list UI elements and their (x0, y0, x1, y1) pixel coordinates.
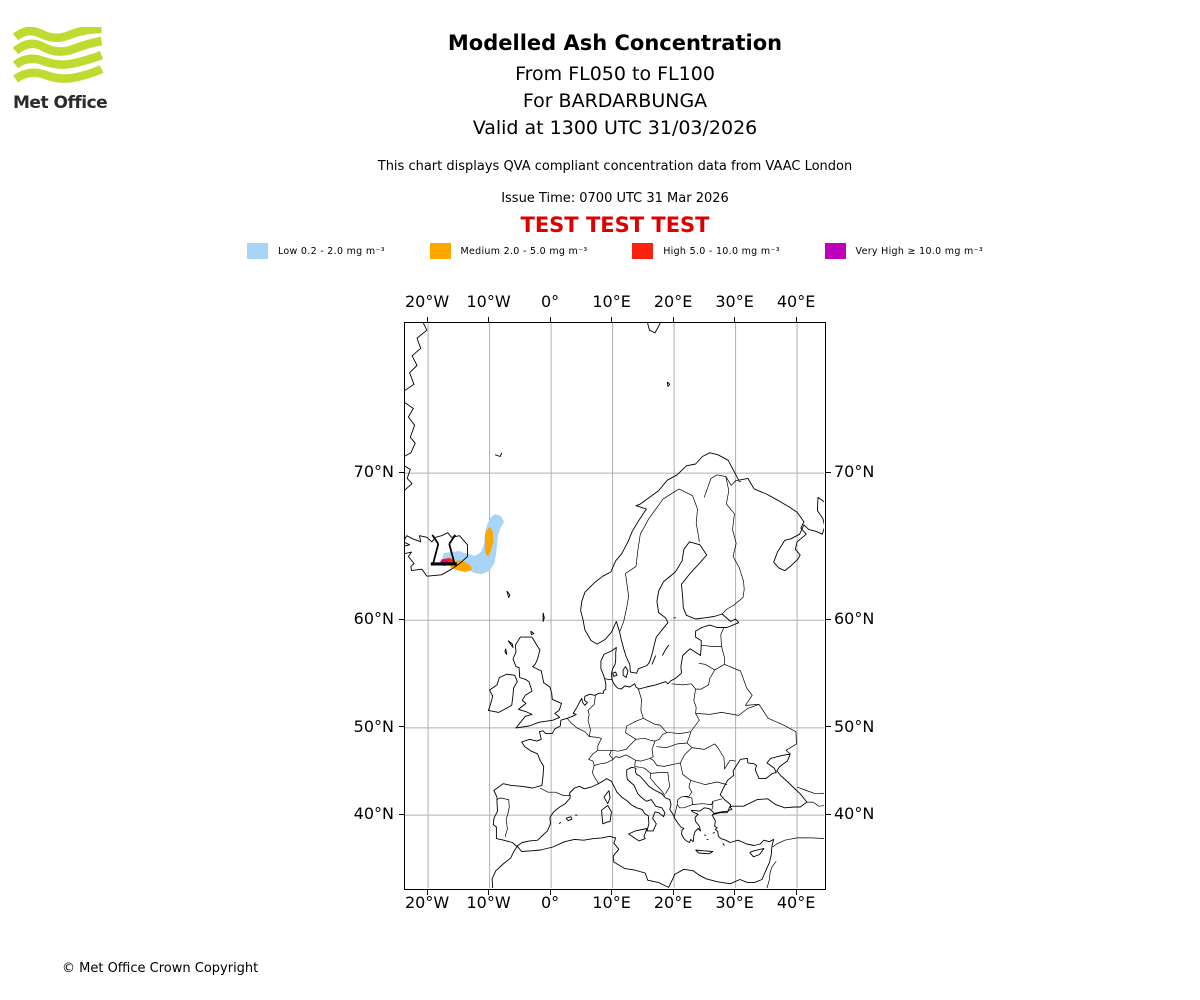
legend-label: Low 0.2 - 2.0 mg m⁻³ (278, 245, 385, 257)
country-border (691, 689, 700, 732)
legend-swatch-icon (825, 243, 846, 259)
x-axis-label: 30°E (715, 893, 754, 912)
coastline (713, 832, 715, 833)
x-axis-label: 10°E (592, 893, 631, 912)
country-border (496, 798, 509, 837)
country-border (691, 780, 727, 784)
x-axis-label: 0° (541, 292, 560, 311)
legend-swatch-icon (430, 243, 451, 259)
x-axis-label: 20°W (405, 292, 450, 311)
x-axis-label: 30°E (715, 292, 754, 311)
coastline (750, 849, 764, 857)
country-border (696, 664, 725, 689)
x-axis-label: 40°E (776, 893, 816, 912)
y-axis-tick (826, 472, 831, 473)
coastline (513, 637, 562, 728)
country-border (635, 741, 655, 761)
country-border (656, 732, 690, 748)
x-axis-tick (488, 317, 489, 322)
country-border (680, 763, 690, 780)
country-border (677, 805, 692, 808)
x-axis-tick (673, 317, 674, 322)
coastline (645, 323, 663, 333)
coastline (696, 850, 713, 854)
x-axis-label: 10°W (466, 893, 511, 912)
coastline (566, 817, 572, 821)
legend-item-low (247, 243, 385, 259)
x-axis-label: 20°E (653, 893, 693, 912)
y-axis-label: 50°N (834, 716, 875, 736)
x-axis-tick (427, 317, 428, 322)
test-banner: TEST TEST TEST (520, 213, 710, 237)
subtitle-valid-time: Valid at 1300 UTC 31/03/2026 (472, 117, 758, 139)
y-axis-label: 40°N (834, 804, 875, 824)
coastline (723, 843, 725, 845)
qva-compliance-note: This chart displays QVA compliant concentration data from VAAC London (377, 159, 853, 174)
legend-swatch-icon (247, 243, 268, 259)
country-border (773, 838, 825, 847)
country-border (598, 750, 636, 766)
coastline (704, 835, 706, 836)
coastline (488, 674, 517, 712)
legend-item-medium (430, 243, 588, 259)
country-border (620, 489, 679, 631)
coastline (559, 822, 561, 824)
country-border (589, 737, 602, 784)
y-axis-tick (826, 619, 831, 620)
x-axis-tick (611, 317, 612, 322)
coastline (495, 453, 502, 457)
x-axis-tick (550, 317, 551, 322)
country-border (650, 758, 676, 766)
legend-item-high (632, 243, 780, 259)
x-axis-label: 40°E (776, 292, 816, 311)
coastline (604, 791, 610, 804)
issue-time: Issue Time: 0700 UTC 31 Mar 2026 (501, 191, 729, 206)
x-axis-tick (796, 317, 797, 322)
legend-label: High 5.0 - 10.0 mg m⁻³ (663, 245, 780, 257)
country-border (687, 743, 736, 769)
coastline (629, 829, 647, 841)
country-border (797, 787, 824, 794)
page-title: Modelled Ash Concentration (447, 31, 783, 55)
y-axis-tick (399, 619, 404, 620)
y-axis-label: 50°N (353, 716, 394, 736)
coastline (531, 631, 534, 635)
coastline (652, 656, 656, 665)
country-border (701, 645, 721, 646)
legend-swatch-icon (632, 243, 653, 259)
country-border (766, 861, 777, 888)
y-axis-tick (399, 472, 404, 473)
country-border (696, 704, 759, 715)
country-border (638, 689, 690, 734)
country-border (679, 489, 699, 542)
legend-label: Very High ≥ 10.0 mg m⁻³ (855, 245, 983, 257)
country-border (721, 628, 797, 754)
country-border (626, 718, 667, 741)
coastline (613, 672, 617, 676)
subtitle-volcano-name: For BARDARBUNGA (522, 90, 708, 112)
met-office-logo (13, 27, 113, 113)
met-office-logo-text: Met Office (13, 93, 108, 113)
coastline (508, 641, 513, 648)
country-border (672, 684, 696, 689)
copyright-notice: © Met Office Crown Copyright (62, 961, 259, 976)
volcano-icon (433, 544, 438, 563)
country-border (699, 663, 715, 670)
country-border (807, 802, 824, 806)
country-border (676, 748, 692, 764)
coastline (405, 466, 412, 491)
country-border (684, 796, 722, 804)
legend-label: Medium 2.0 - 5.0 mg m⁻³ (460, 245, 588, 257)
x-axis-label: 10°E (592, 292, 631, 311)
country-border (540, 788, 571, 796)
x-axis-tick (734, 317, 735, 322)
coastline (662, 645, 668, 655)
country-border (674, 780, 692, 817)
x-axis-label: 20°E (653, 292, 693, 311)
y-axis-label: 60°N (353, 609, 394, 629)
y-axis-tick (399, 726, 404, 727)
coastline (602, 805, 612, 823)
concentration-legend (247, 243, 983, 259)
x-axis-label: 20°W (405, 893, 450, 912)
country-border (611, 739, 636, 751)
coastline (623, 667, 628, 678)
map-frame (404, 322, 826, 890)
y-axis-tick (826, 814, 831, 815)
legend-item-very-high (825, 243, 983, 259)
country-border (594, 759, 613, 765)
coastline (507, 591, 510, 598)
x-axis-label: 0° (541, 893, 560, 912)
country-border (605, 679, 612, 680)
coastline (667, 382, 670, 387)
coastline (405, 323, 427, 391)
y-axis-label: 40°N (353, 804, 394, 824)
y-axis-tick (399, 814, 404, 815)
country-border (722, 477, 744, 614)
coastline (405, 402, 415, 456)
y-axis-label: 70°N (834, 462, 875, 482)
europe-ash-map (405, 323, 824, 888)
coastline (505, 649, 507, 655)
y-axis-tick (826, 726, 831, 727)
country-border (650, 773, 665, 795)
x-axis-label: 10°W (466, 292, 511, 311)
met-office-waves-icon (13, 27, 104, 87)
y-axis-label: 60°N (834, 609, 875, 629)
y-axis-label: 70°N (353, 462, 394, 482)
country-border (567, 695, 595, 736)
subtitle-flight-levels: From FL050 to FL100 (515, 63, 715, 85)
